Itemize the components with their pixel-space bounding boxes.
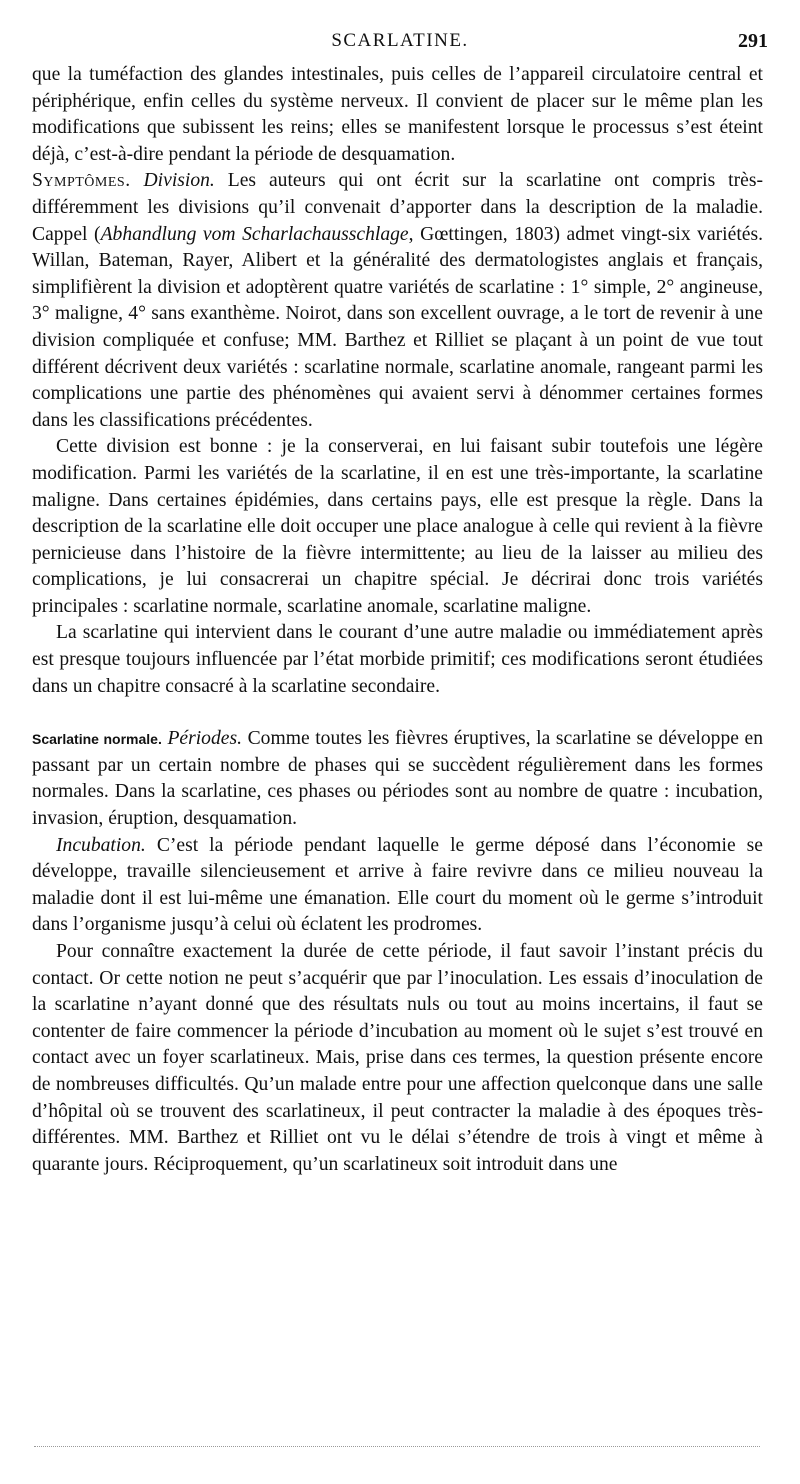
page-number: 291	[738, 30, 768, 52]
paragraph-division: Cette division est bonne : je la conserverai, en lui faisant subir toutefois une légère modification. Parmi les variétés de la scarlatine, il en est une très-importante, la scarlatine maligne. Dans certaines épidémies, dans certains pays, elle est presque la règle. Dans la description de la scarlatine elle doit occuper une place analogue à celle qui revient à la fièvre pernicieuse dans l’histoire de la fièvre intermittente; au lieu de la laisser au milieu des complications, je lui consacrerai un chapitre spécial. Je décrirai donc trois variétés principales : scarlatine normale, scarlatine anomale, scarlatine maligne.	[32, 436, 763, 617]
paragraph-text: Comme toutes les fièvres éruptives, la scarlatine se développe en passant par un certain nombre de phases qui se succèdent régulièrement dans les formes normales. Dans la scarlatine, ces phases ou périodes sont au nombre de quatre : incubation, invasion, éruption, desquamation.	[32, 728, 764, 830]
paragraph-text: , Gœttingen, 1803) admet vingt-six variétés. Willan, Bateman, Rayer, Alibert et la généralité des dermatologistes anglais et français, simplifièrent la division et adoptèrent quatre variétés de scarlatine : 1° simple, 2° angineuse, 3° maligne, 4° sans exanthème. Noirot, dans son excellent ouvrage, a le tort de revenir à une division compliquée et confuse; MM. Barthez et Rilliet se plaçant à un point de vue tout différent décrivent deux variétés : scarlatine normale, scarlatine anomale, rangeant parmi les complications une partie des phénomènes qui avaient servi à dénommer certaines formes dans les classifications précédentes.	[32, 223, 763, 431]
footer-dotted-rule	[34, 1446, 760, 1447]
subheading-periodes: Périodes.	[167, 728, 243, 750]
paragraph-secondaire: La scarlatine qui intervient dans le courant d’une autre maladie ou immédiatement après est presque toujours influencée par l’état morbide primitif; ces modifications seront étudiées dans un chapitre consacré à la scarlatine secondaire.	[32, 622, 763, 697]
section-lead-symptomes: Symptômes.	[32, 170, 131, 192]
paragraph-continuation: que la tuméfaction des glandes intestinales, puis celles de l’appareil circulatoire central et périphérique, enfin celles du système nerveux. Il convient de placer sur le même plan les modifications que subissent les reins; elles se manifestent lorsque le processus s’est éteint déjà, c’est-à-dire pendant la période de desquamation.	[32, 64, 763, 165]
body-text	[32, 62, 763, 1178]
paragraph-text: Les auteurs qui ont écrit sur la scarlatine ont compris très-différemment les divisions qu’il convenait d’apporter dans la description de la maladie. Cappel (	[32, 170, 763, 245]
paragraph-text: C’est la période pendant laquelle le germe déposé dans l’économie se développe, travaille silencieusement et arrive à faire revivre dans ce milieu nouveau la maladie dont il est lui-même une émanation. Elle court du moment où le germe s’introduit dans l’organisme jusqu’à celui où éclatent les prodromes.	[32, 834, 764, 936]
running-title: SCARLATINE.	[331, 30, 469, 51]
section-gap	[32, 700, 763, 726]
paragraph-symptomes	[32, 168, 763, 434]
section-lead-scarlatine-normale: Scarlatine normale.	[32, 731, 162, 748]
paragraph-duree: Pour connaître exactement la durée de cette période, il faut savoir l’instant précis du contact. Or cette notion ne peut s’acquérir que par l’inoculation. Les essais d’inoculation de la scarlatine n’ayant donné que des résultats nuls ou tout au moins incertains, il faut se contenter de faire commencer la période d’incubation au moment où le sujet s’est trouvé en contact avec un foyer scarlatineux. Mais, prise dans ces termes, la question présente encore de nombreuses difficultés. Qu’un malade entre pour une affection quelconque dans une salle d’hôpital où se trouvent des scarlatineux, il peut contracter la maladie à des époques très-différentes. MM. Barthez et Rilliet ont vu le délai s’étendre de trois à vingt et même à quarante jours. Réciproquement, qu’un scarlatineux soit introduit dans une	[32, 941, 763, 1175]
paragraph-incubation	[32, 833, 763, 939]
subheading-division: Division.	[143, 170, 215, 192]
paragraph-scarlatine-normale	[32, 726, 763, 832]
page-header	[32, 30, 768, 54]
citation-title: Abhandlung vom Scharlachausschlage	[100, 223, 409, 245]
subheading-incubation: Incubation.	[56, 834, 146, 856]
